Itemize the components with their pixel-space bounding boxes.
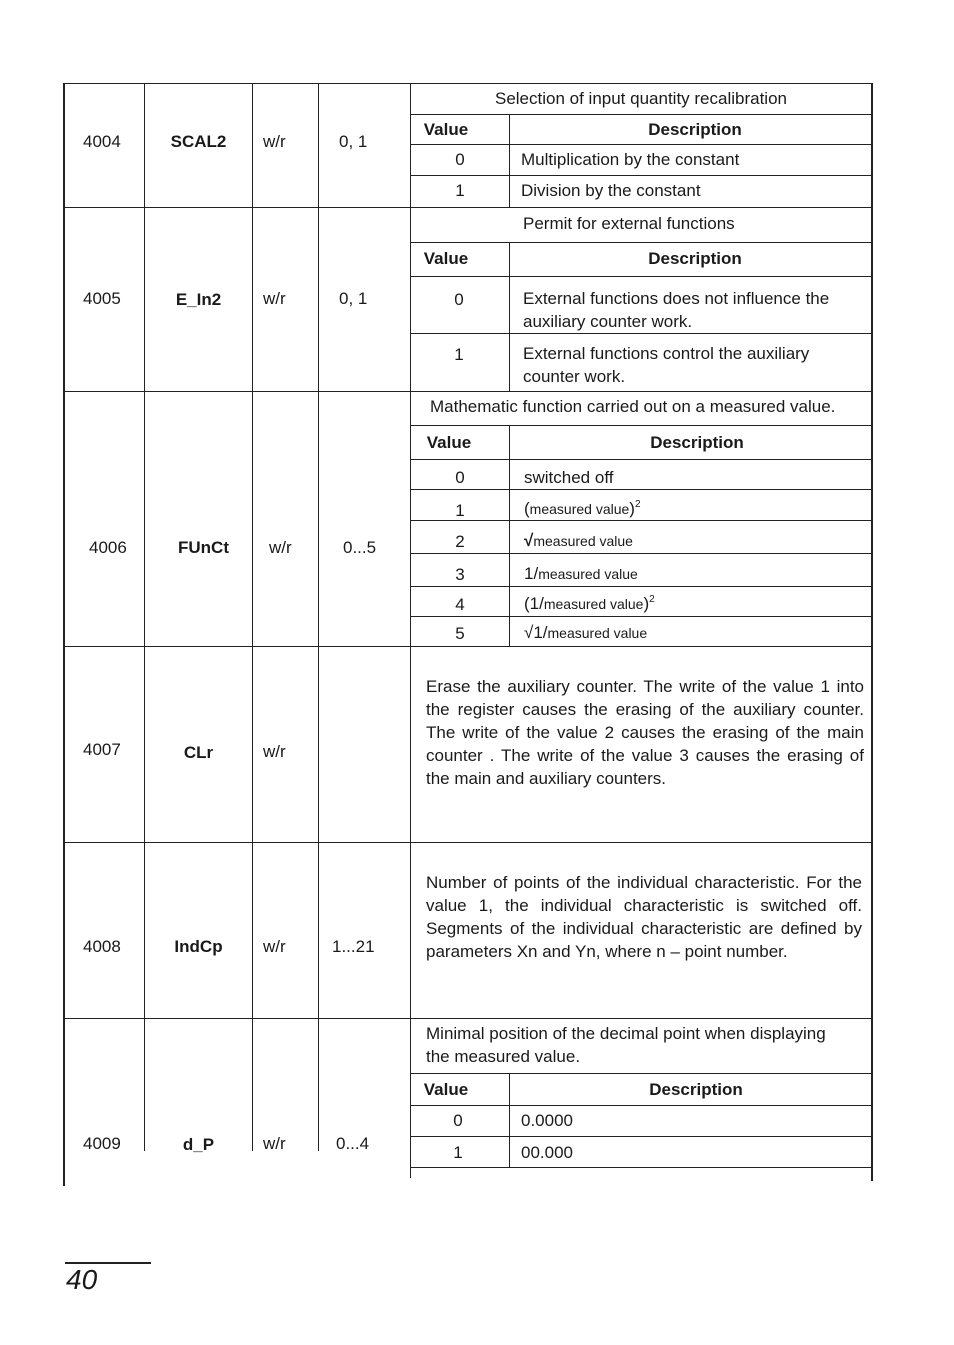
register-description: Minimal position of the decimal point when displaying the measured value. [426, 1024, 826, 1066]
register-range: 0, 1 [339, 132, 368, 151]
subtable-line [410, 242, 872, 243]
formula: √measured value [524, 531, 633, 550]
register-name: FUnCt [178, 538, 229, 557]
subtable-line [410, 1167, 872, 1168]
subtable-line [410, 616, 872, 617]
col-divider [252, 83, 253, 1151]
register-description: Mathematic function carried out on a measured value. [430, 397, 836, 416]
register-range: 0...5 [343, 538, 377, 557]
formula: (measured value)$^2$ [524, 499, 641, 518]
description-header: Description [648, 249, 742, 268]
description-header: Description [649, 1080, 743, 1099]
row-divider [63, 391, 873, 392]
table-left-border [63, 83, 65, 1186]
register-address: 4005 [83, 289, 121, 308]
subtable-line [410, 1136, 872, 1137]
description-header: Description [650, 433, 744, 452]
subtable-line [410, 175, 872, 176]
subtable-divider [509, 425, 510, 646]
register-address: 4009 [83, 1134, 121, 1153]
row-divider [63, 207, 873, 208]
option-value: 1 [454, 345, 464, 364]
register-address: 4006 [89, 538, 127, 557]
register-operation: w/r [269, 538, 292, 557]
option-value: 0 [455, 468, 465, 487]
register-range: 0...4 [336, 1134, 370, 1153]
value-header: Value [423, 1080, 469, 1099]
option-description: Division by the constant [521, 181, 701, 200]
row-divider [63, 842, 873, 843]
formula: (1/measured value)$^2$ [524, 594, 655, 613]
description-header: Description [648, 120, 742, 139]
page-number: 40 [66, 1264, 98, 1295]
subtable-line [410, 459, 872, 460]
register-range: 0, 1 [339, 289, 368, 308]
register-name: E_In2 [175, 290, 222, 309]
formula: √1/measured value [524, 623, 648, 642]
subtable-line [410, 1105, 872, 1106]
option-value: 0 [454, 290, 464, 309]
value-header: Value [423, 249, 469, 268]
option-description: 0.0000 [521, 1111, 573, 1130]
option-description: External functions does not influence the auxiliary counter work. [523, 289, 830, 331]
option-description: 00.000 [521, 1143, 573, 1162]
register-operation: w/r [263, 132, 286, 151]
register-name: SCAL2 [170, 132, 227, 151]
register-name: d_P [182, 1135, 215, 1154]
option-value: 4 [455, 595, 465, 614]
option-value: 0 [453, 1111, 463, 1130]
subtable-line [410, 1073, 872, 1074]
subtable-line [410, 553, 872, 554]
register-description: Selection of input quantity recalibration [494, 89, 787, 108]
option-value: 1 [453, 1143, 463, 1162]
subtable-line [410, 144, 872, 145]
row-divider [63, 646, 873, 647]
subtable-line [410, 586, 872, 587]
option-value: 5 [455, 624, 465, 643]
option-description: Multiplication by the constant [521, 150, 740, 169]
option-value: 0 [455, 150, 465, 169]
register-range: 1...21 [332, 937, 375, 956]
row-divider [63, 1018, 873, 1019]
register-operation: w/r [263, 1134, 286, 1153]
register-address: 4007 [83, 740, 121, 759]
value-header: Value [423, 120, 469, 139]
register-address: 4004 [83, 132, 121, 151]
subtable-line [410, 114, 872, 115]
option-value: 1 [455, 501, 465, 520]
register-address: 4008 [83, 937, 121, 956]
register-operation: w/r [263, 289, 286, 308]
register-description: Permit for external functions [523, 214, 735, 233]
subtable-line [410, 276, 872, 277]
row-divider [63, 83, 873, 84]
subtable-line [410, 425, 872, 426]
register-operation: w/r [263, 937, 286, 956]
register-description: Number of points of the individual characteristic. For the value 1, the individual characteristic is switched off. Segments of the individual characteristic are defined by parameters Xn and Yn, where n – point number. [426, 873, 862, 961]
option-value: 2 [455, 532, 465, 551]
register-name: IndCp [174, 937, 223, 956]
col-divider [144, 83, 145, 1151]
register-operation: w/r [263, 742, 286, 761]
formula: 1/measured value [524, 564, 638, 583]
subtable-line [410, 489, 872, 490]
option-value: 3 [455, 565, 465, 584]
subtable-line [410, 333, 872, 334]
col-divider [318, 83, 319, 1151]
option-description: switched off [524, 468, 614, 487]
register-description: Erase the auxiliary counter. The write of the value 1 into the register causes the erasing of the auxiliary counter. The write of the value 2 causes the erasing of the main counter . The write of the value 3 causes the erasing of the main and auxiliary counters. [426, 677, 864, 788]
register-name: CLr [183, 743, 214, 762]
option-value: 1 [455, 181, 465, 200]
option-description: External functions control the auxiliary counter work. [523, 344, 810, 386]
value-header: Value [426, 433, 472, 452]
